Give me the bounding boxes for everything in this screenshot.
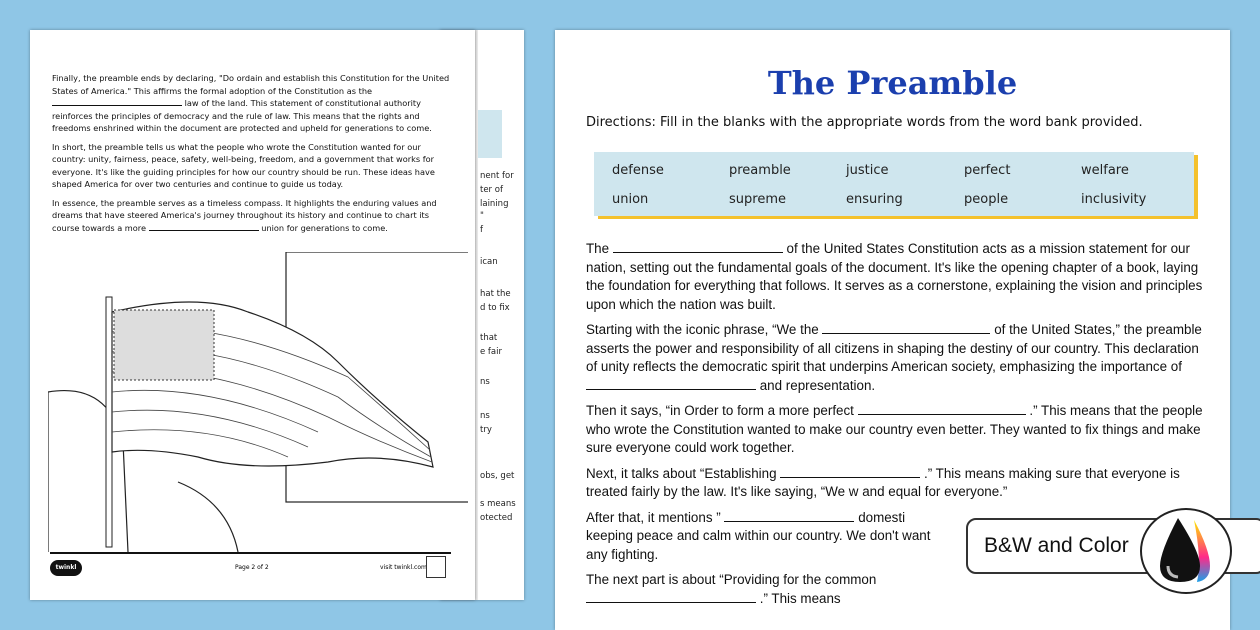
text-fragment: " bbox=[480, 211, 484, 221]
text-fragment: laining bbox=[480, 199, 509, 209]
page-footer bbox=[50, 552, 451, 582]
paragraph: Next, it talks about “Establishing .” This means making sure that everyone is treated fairly by the law. It's like saying, “We w and equal for everyone.” bbox=[586, 465, 1180, 499]
text-fragment: ter of bbox=[480, 185, 503, 195]
text-fragment: nent for bbox=[480, 171, 514, 181]
paragraph: After that, it mentions ” domesti keeping peace and calm within our country. We don't want any fighting. bbox=[586, 509, 931, 562]
paragraph: The next part is about “Providing for the common .” This means bbox=[586, 572, 877, 606]
paragraph: The of the United States Constitution acts as a mission statement for our nation, setting out the fundamental goals of the document. It's like the opening chapter of a book, laying the foundation for everything that follows. It serves as a cornerstone, explaining the vision and principles upon which the nation was built. bbox=[586, 241, 1203, 312]
text-fragment: ican bbox=[480, 257, 498, 267]
word-bank-word: ensuring bbox=[846, 192, 903, 207]
paragraph: Finally, the preamble ends by declaring, "Do ordain and establish this Constitution for the United States of America." This affirms the formal adoption of the Constitution as the law of the land. This statement of constitutional authority reinforces the principles of democracy and the rule of law. This means that the rights and freedoms enshrined within the document are protected and upheld for generations to come. bbox=[52, 73, 450, 133]
text-fragment: try bbox=[480, 425, 492, 435]
page-number: Page 2 of 2 bbox=[235, 564, 269, 571]
word-bank-word: people bbox=[964, 192, 1009, 207]
text-fragment: d to fix bbox=[480, 303, 510, 313]
text-fragment: otected bbox=[480, 513, 513, 523]
text-fragment: that bbox=[480, 333, 498, 343]
page-title: The Preamble bbox=[767, 64, 1018, 102]
word-bank bbox=[594, 152, 1194, 216]
paragraph: In short, the preamble tells us what the people who wrote the Constitution wanted for our country: unity, fairness, peace, safety, well-being, freedom, and a government that works for everyone. It's like the guiding principles for how our country should be run. These ideas have shaped America for over two centuries and continue to guide us today. bbox=[52, 141, 435, 189]
word-bank-fragment bbox=[478, 110, 502, 158]
flag-illustration bbox=[48, 252, 468, 552]
text-fragment: e fair bbox=[480, 347, 502, 357]
text-fragment: s means bbox=[480, 499, 516, 509]
site-link: visit twinkl.com bbox=[380, 564, 427, 571]
paragraph: Then it says, “in Order to form a more perfect .” This means that the people who wrote the Constitution wanted to make our country even better. They wanted to fix things and make sure everyone could work together. bbox=[586, 403, 1203, 455]
word-bank-word: supreme bbox=[729, 192, 786, 207]
paragraph: Starting with the iconic phrase, “We the of the United States,” the preamble asserts the power and responsibility of all citizens in shaping the destiny of our country. This declaration of unity reflects the democratic spirit that underpins American society, emphasizing the importance of and representation. bbox=[586, 322, 1202, 393]
text-fragment: hat the bbox=[480, 289, 511, 299]
word-bank-word: inclusivity bbox=[1081, 192, 1147, 207]
badge-label: B&W and Color bbox=[984, 534, 1129, 557]
twinkl-logo: twinkl bbox=[50, 560, 82, 576]
word-bank-word: defense bbox=[612, 163, 664, 178]
word-bank-word: union bbox=[612, 192, 649, 207]
word-bank-word: preamble bbox=[729, 163, 791, 178]
word-bank-word: perfect bbox=[964, 163, 1011, 178]
badge-logo bbox=[426, 556, 446, 578]
worksheet-page-2 bbox=[30, 30, 475, 600]
text-fragment: ns bbox=[480, 411, 490, 421]
text-fragment: f bbox=[480, 225, 483, 235]
text-fragment: obs, get bbox=[480, 471, 515, 481]
word-bank-word: justice bbox=[846, 163, 889, 178]
word-bank-word: welfare bbox=[1081, 163, 1129, 178]
text-fragment: ns bbox=[480, 377, 490, 387]
paragraph: In essence, the preamble serves as a timeless compass. It highlights the enduring values and dreams that have steered America's journey throughout its history and continue to chart its course towards a more union for generations to come. bbox=[52, 197, 437, 233]
directions: Directions: Fill in the blanks with the appropriate words from the word bank provided. bbox=[586, 115, 1143, 130]
ink-drops-icon bbox=[1140, 508, 1232, 594]
